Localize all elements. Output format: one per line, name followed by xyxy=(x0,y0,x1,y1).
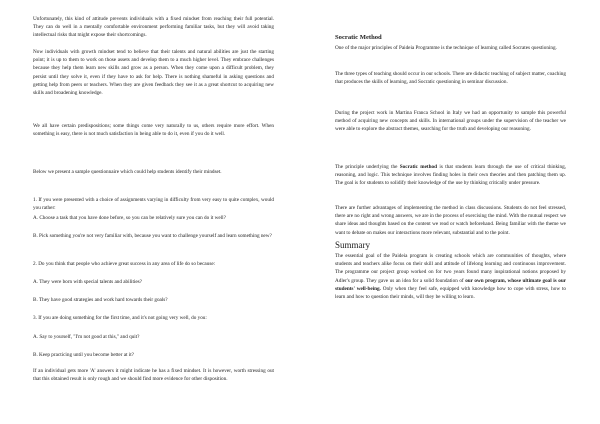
question-3-option-b: B. Keep practicing until you become better at it? xyxy=(33,352,134,358)
paragraph-predispositions: We all have certain predispositions; some things come very naturally to us, others require more effort. When something is easy, there is not much satisfaction in being able to do it, even if you do it well. xyxy=(33,123,274,138)
text-run: The principle underlying the xyxy=(335,164,400,170)
paragraph-socratic-underlying xyxy=(335,163,566,188)
paragraph-results: If an individual gets more 'A' answers it might indicate he has a fixed mindset. It is however, worth stressing out that this obtained result is only rough and we should find more evidence for other disposition. xyxy=(33,368,274,383)
bold-term: Socratic method xyxy=(399,164,438,170)
question-1-option-a: A. Choose a task that you have done before, so you can be relatively sure you can do it well? xyxy=(33,215,226,221)
text-run: The essential goal of the Paideia program is creating schools which are communities of thoughts, where students and teachers alike focus on their skill and attitude of lifelong learning and continuous improvement. The programme our project group worked on for two years found many inspirational notions proposed by Adler's group. They gave us an idea for a solid foundation of xyxy=(335,253,566,284)
paragraph-project-work: During the project work in Martina Franca School in Italy we had an opportunity to sample this powerful method of acquiring new concepts and skills. In international groups under the supervision of the teacher we were able to explore the abstract themes, searching for the truth and developing our reasoning. xyxy=(335,110,566,133)
paragraph-summary xyxy=(335,252,566,301)
question-2: 2. Do you think that people who achieve great success in any area of life do so because: xyxy=(33,261,216,267)
bold-goal: our own program, whose ultimate goal is our students' well-being. xyxy=(335,277,567,292)
question-1-option-b: B. Pick something you're not very familiar with, because you want to challenge yourself and learn something new? xyxy=(33,233,272,239)
text-run: is that students learn through the use of critical thinking, reasoning, and logic. This technique involves finding holes in their own theories and then patching them up. The goal is for students to solidify their knowledge of the use by thinking critically under pressure. xyxy=(335,164,566,187)
question-2-option-b: B. They have good strategies and work hard towards their goals? xyxy=(33,297,168,303)
heading-summary: Summary xyxy=(335,240,370,250)
paragraph-advantages: There are further advantages of implementing the method in class discussions. Students do not feel stressed, there are no right and wrong answers, we are in the process of exercising the mind. With the mutual respect we share ideas and thoughts based on the content we read or watch beforehand. Being familiar with the theme we want to debate on makes our interactions more relevant, substantial and to the point. xyxy=(335,205,566,236)
question-1: 1. If you were presented with a choice of assignments varying in difficulty from very easy to quite complex, would you rather: xyxy=(33,197,274,212)
paragraph-socratic-principle: One of the major principles of Paideia Programme is the technique of learning called Socrates questioning. xyxy=(335,45,557,51)
question-3-option-a: A. Say to yourself, "I'm not good at this," and quit? xyxy=(33,334,140,340)
paragraph-growth-mindset: Now individuals with growth mindset tend to believe that their talents and natural abilities are just the starting point; it is up to them to work on those assets and develop them to a much higher level. They embrace challenges because they help them learn new skills and grow as a person. When they come upon a difficult problem, they persist until they solve it, even if they have to ask for help. There is nothing shameful in asking questions and getting help from peers or teachers. When they are given feedback they see it as a great shortcut to acquiring new skills and broadening knowledge. xyxy=(33,49,274,97)
heading-socratic-method: Socratic Method xyxy=(335,34,382,41)
text-run: Only when they feel safe, equipped with knowledge how to cope with stress, how to learn and how to question their minds, will they be willing to learn. xyxy=(335,285,566,301)
question-3: 3. If you are doing something for the first time, and it's not going very well, do you: xyxy=(33,315,207,321)
question-2-option-a: A. They were born with special talents and abilities? xyxy=(33,279,142,285)
paragraph-questionnaire-intro: Below we present a sample questionnaire which could help students identify their mindset. xyxy=(33,169,222,175)
paragraph-fixed-mindset: Unfortunately, this kind of attitude prevents individuals with a fixed mindset from reaching their full potential. They can do well in a mentally comfortable environment performing familiar tasks, but they will avoid taking intellectual risks that might expose their shortcomings. xyxy=(33,16,274,39)
paragraph-teaching-types: The three types of teaching should occur in our schools. There are didactic teaching of subject matter, coaching that produces the skills of learning, and Socratic questioning in seminar discussion. xyxy=(335,71,566,86)
right-column xyxy=(300,0,600,424)
